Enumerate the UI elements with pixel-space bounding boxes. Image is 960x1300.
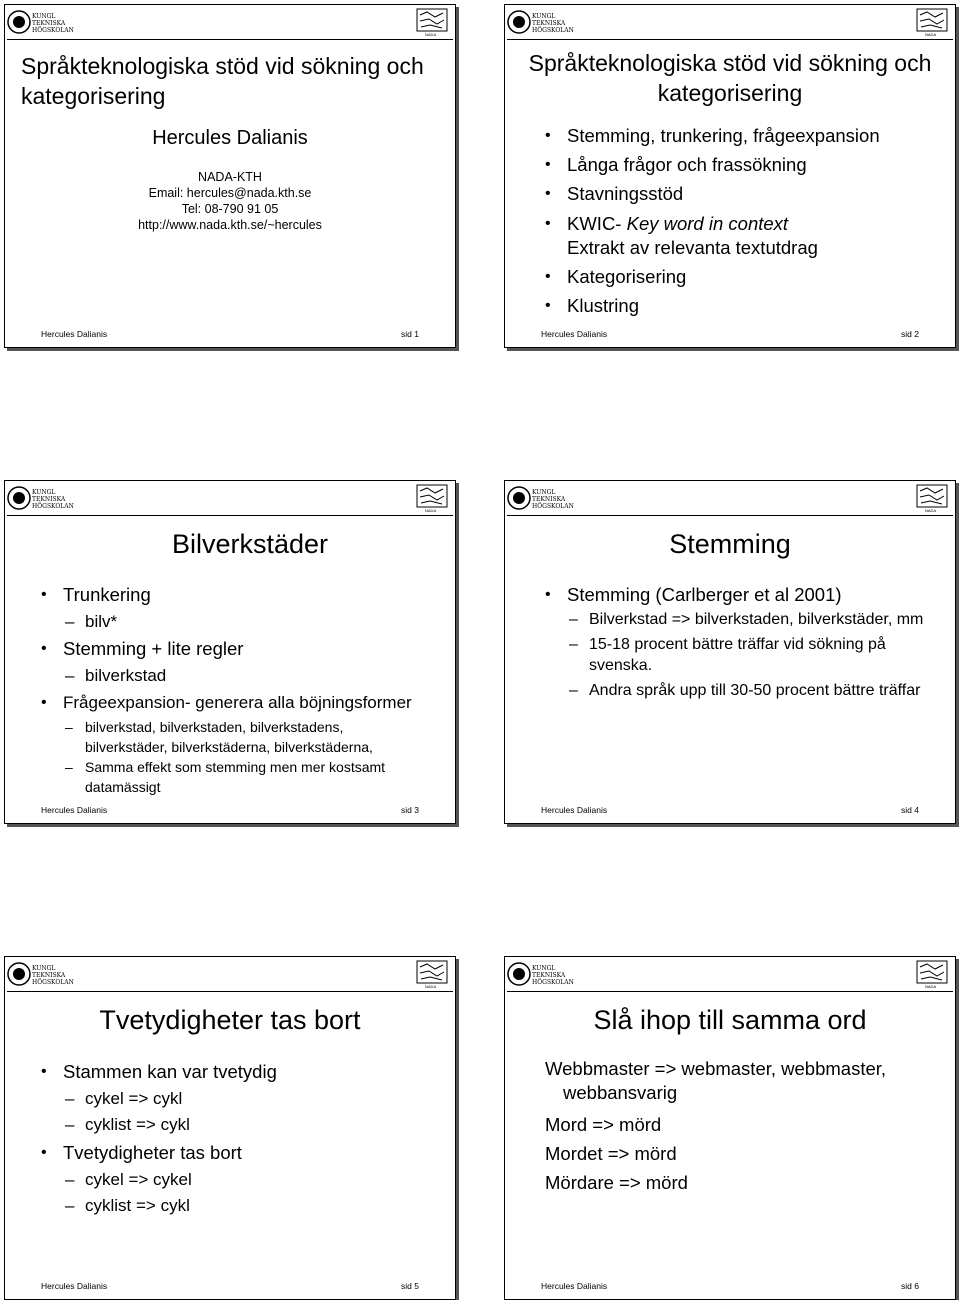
bullet-list bbox=[545, 121, 945, 320]
svg-text:KUNGL: KUNGL bbox=[532, 489, 556, 496]
svg-text:NADA: NADA bbox=[925, 508, 937, 513]
nada-logo-icon bbox=[415, 959, 449, 989]
line-list bbox=[545, 1057, 935, 1197]
footer-author: Hercules Dalianis bbox=[541, 329, 608, 339]
list-item: Webbmaster => webmaster, webbmaster, webbansvarig bbox=[545, 1058, 887, 1103]
sub-item: – bilverkstad, bilverkstaden, bilverkstadens, bilverkstäder, bilverkstäderna, bilverkstäderna, bbox=[65, 719, 373, 755]
sub-item: – cyklist => cykl bbox=[65, 1115, 190, 1134]
slide-3 bbox=[4, 480, 456, 824]
svg-text:TEKNISKA: TEKNISKA bbox=[532, 496, 566, 503]
slide-2 bbox=[504, 4, 956, 348]
svg-text:KUNGL: KUNGL bbox=[532, 13, 556, 20]
svg-text:NADA: NADA bbox=[425, 508, 437, 513]
list-item: • Stemming + lite regler bbox=[41, 638, 244, 659]
footer-author: Hercules Dalianis bbox=[41, 329, 108, 339]
slide-title: Stemming bbox=[669, 529, 791, 559]
page-number: sid 1 bbox=[401, 329, 419, 339]
list-item: • Stammen kan var tvetydig bbox=[41, 1061, 277, 1082]
svg-text:HÖGSKOLAN: HÖGSKOLAN bbox=[32, 503, 74, 510]
nada-logo-icon bbox=[915, 483, 949, 513]
sub-item: – 15-18 procent bättre träffar vid sökning på svenska. bbox=[569, 636, 886, 674]
page-number: sid 3 bbox=[401, 805, 419, 815]
footer-author: Hercules Dalianis bbox=[41, 805, 108, 815]
nada-logo-icon bbox=[415, 7, 449, 37]
bullet-list bbox=[41, 1057, 445, 1219]
svg-text:TEKNISKA: TEKNISKA bbox=[32, 496, 66, 503]
list-item: Mord => mörd bbox=[545, 1114, 662, 1135]
list-item: • Stemming (Carlberger et al 2001) bbox=[545, 584, 842, 605]
page-number: sid 2 bbox=[901, 329, 919, 339]
kth-logo-icon bbox=[507, 484, 574, 512]
contact-phone: Tel: 08-790 91 05 bbox=[181, 202, 279, 216]
kth-logo-icon bbox=[7, 484, 74, 512]
slide-title: Tvetydigheter tas bort bbox=[99, 1005, 361, 1035]
svg-text:TEKNISKA: TEKNISKA bbox=[32, 20, 66, 27]
footer-author: Hercules Dalianis bbox=[541, 1281, 608, 1291]
slide-5 bbox=[4, 956, 456, 1300]
sub-item: – Bilverkstad => bilverkstaden, bilverkstäder, mm bbox=[569, 611, 924, 628]
footer-author: Hercules Dalianis bbox=[541, 805, 608, 815]
sub-item: – bilverkstad bbox=[65, 666, 167, 685]
slide-4 bbox=[504, 480, 956, 824]
list-item: • Långa frågor och frassökning bbox=[545, 154, 807, 175]
svg-text:KUNGL: KUNGL bbox=[532, 965, 556, 972]
slide-header bbox=[505, 5, 955, 39]
contact-dept: NADA-KTH bbox=[198, 170, 262, 184]
svg-text:HÖGSKOLAN: HÖGSKOLAN bbox=[532, 503, 574, 510]
slide-title: Slå ihop till samma ord bbox=[593, 1005, 867, 1035]
slide-header bbox=[5, 481, 455, 515]
sub-item: – Samma effekt som stemming men mer kostsamt datamässigt bbox=[65, 759, 386, 795]
bullet-list bbox=[545, 581, 945, 701]
bullet-list bbox=[41, 581, 445, 797]
slide-header bbox=[5, 957, 455, 991]
contact-url: http://www.nada.kth.se/~hercules bbox=[138, 218, 322, 232]
list-item: • Tvetydigheter tas bort bbox=[41, 1142, 242, 1163]
slide-6 bbox=[504, 956, 956, 1300]
sub-item: – bilv* bbox=[65, 612, 118, 631]
svg-text:HÖGSKOLAN: HÖGSKOLAN bbox=[32, 979, 74, 986]
slide-title: Språkteknologiska stöd vid sökning och kategorisering bbox=[21, 53, 424, 109]
page-number: sid 4 bbox=[901, 805, 919, 815]
slide-header bbox=[505, 957, 955, 991]
list-item: • Stavningsstöd bbox=[545, 183, 684, 204]
page-number: sid 6 bbox=[901, 1281, 919, 1291]
kth-logo-icon bbox=[507, 8, 574, 36]
list-item: • Frågeexpansion- generera alla böjningsformer bbox=[41, 693, 412, 712]
slide-title: Bilverkstäder bbox=[171, 529, 329, 559]
svg-text:TEKNISKA: TEKNISKA bbox=[532, 20, 566, 27]
list-item: Mördare => mörd bbox=[545, 1172, 688, 1193]
sub-item: – cykel => cykel bbox=[65, 1170, 192, 1189]
slide-title: Språkteknologiska stöd vid sökning och kategorisering bbox=[528, 50, 932, 106]
sub-item: – Andra språk upp till 30-50 procent bättre träffar bbox=[569, 682, 921, 699]
nada-logo-icon bbox=[415, 483, 449, 513]
list-item-continuation: Extrakt av relevanta textutdrag bbox=[567, 237, 818, 258]
svg-text:NADA: NADA bbox=[925, 32, 937, 37]
list-item: • Trunkering bbox=[41, 584, 151, 605]
list-item: Mordet => mörd bbox=[545, 1143, 677, 1164]
svg-text:TEKNISKA: TEKNISKA bbox=[32, 972, 66, 979]
contact-email: Email: hercules@nada.kth.se bbox=[148, 186, 312, 200]
svg-text:TEKNISKA: TEKNISKA bbox=[532, 972, 566, 979]
page-number: sid 5 bbox=[401, 1281, 419, 1291]
contact-block bbox=[5, 169, 455, 233]
svg-text:NADA: NADA bbox=[425, 984, 437, 989]
svg-text:KUNGL: KUNGL bbox=[32, 489, 56, 496]
slide-header bbox=[505, 481, 955, 515]
svg-text:HÖGSKOLAN: HÖGSKOLAN bbox=[532, 27, 574, 34]
list-item: • Klustring bbox=[545, 295, 639, 316]
list-item: • Stemming, trunkering, frågeexpansion bbox=[545, 125, 880, 146]
slide-1 bbox=[4, 4, 456, 348]
nada-logo-icon bbox=[915, 7, 949, 37]
svg-text:NADA: NADA bbox=[425, 32, 437, 37]
list-item: • KWIC- Key word in context bbox=[545, 213, 789, 234]
svg-text:NADA: NADA bbox=[925, 984, 937, 989]
kth-logo-icon bbox=[507, 960, 574, 988]
svg-text:HÖGSKOLAN: HÖGSKOLAN bbox=[532, 979, 574, 986]
kth-logo-icon bbox=[7, 960, 74, 988]
footer-author: Hercules Dalianis bbox=[41, 1281, 108, 1291]
list-item: • Kategorisering bbox=[545, 266, 687, 287]
slide-header bbox=[5, 5, 455, 39]
nada-logo-icon bbox=[915, 959, 949, 989]
svg-text:KUNGL: KUNGL bbox=[32, 965, 56, 972]
kth-logo-icon bbox=[7, 8, 74, 36]
svg-text:HÖGSKOLAN: HÖGSKOLAN bbox=[32, 27, 74, 34]
svg-text:KUNGL: KUNGL bbox=[32, 13, 56, 20]
sub-item: – cyklist => cykl bbox=[65, 1196, 190, 1215]
author-name: Hercules Dalianis bbox=[152, 127, 308, 149]
sub-item: – cykel => cykl bbox=[65, 1089, 183, 1108]
